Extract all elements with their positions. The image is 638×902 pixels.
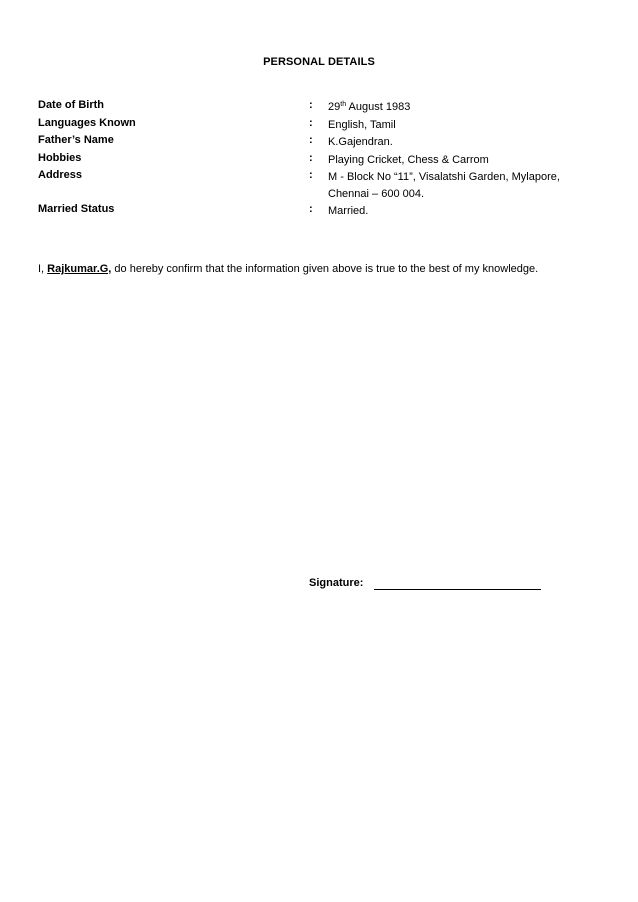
- detail-value: K.Gajendran.: [328, 136, 393, 148]
- detail-row-fathers-name: [38, 134, 598, 152]
- detail-colon: :: [309, 151, 313, 164]
- declaration-prefix: I,: [38, 263, 48, 275]
- declarant-name: Rajkumar.G,: [47, 263, 112, 275]
- dob-ordinal-suffix: th: [340, 101, 347, 108]
- detail-value: Playing Cricket, Chess & Carrom: [328, 153, 489, 166]
- signature-line: [374, 589, 541, 590]
- detail-value: [328, 169, 598, 203]
- detail-row-married-status: [38, 203, 598, 221]
- detail-colon: :: [309, 203, 313, 215]
- detail-label: Address: [38, 169, 83, 181]
- detail-row-address: [38, 169, 598, 203]
- detail-colon: :: [309, 99, 313, 111]
- detail-colon: :: [309, 134, 313, 146]
- personal-details-list: [38, 99, 598, 221]
- declaration-text: do hereby confirm that the information given above is true to the best of my knowledge.: [111, 263, 539, 275]
- detail-label: Hobbies: [38, 151, 82, 164]
- detail-value: Married.: [328, 205, 369, 217]
- detail-label: Married Status: [38, 203, 115, 215]
- address-line-1: M - Block No “11”, Visalatshi Garden, Mylapore,: [328, 171, 560, 183]
- detail-value: English, Tamil: [328, 118, 396, 131]
- page-title: PERSONAL DETAILS: [263, 56, 375, 68]
- declaration-statement: [38, 263, 538, 275]
- detail-row-hobbies: [38, 152, 598, 170]
- dob-month-year: August 1983: [346, 101, 411, 113]
- detail-row-date-of-birth: [38, 99, 598, 117]
- detail-label: Father’s Name: [38, 134, 114, 146]
- detail-label: Date of Birth: [38, 99, 104, 111]
- detail-colon: :: [309, 169, 313, 181]
- address-line-2: Chennai – 600 004.: [328, 188, 425, 200]
- detail-colon: :: [309, 116, 313, 129]
- detail-row-languages-known: [38, 117, 598, 135]
- detail-value: [328, 99, 598, 116]
- dob-day: 29: [328, 101, 341, 113]
- detail-label: Languages Known: [38, 116, 136, 129]
- signature-label: Signature:: [309, 577, 364, 589]
